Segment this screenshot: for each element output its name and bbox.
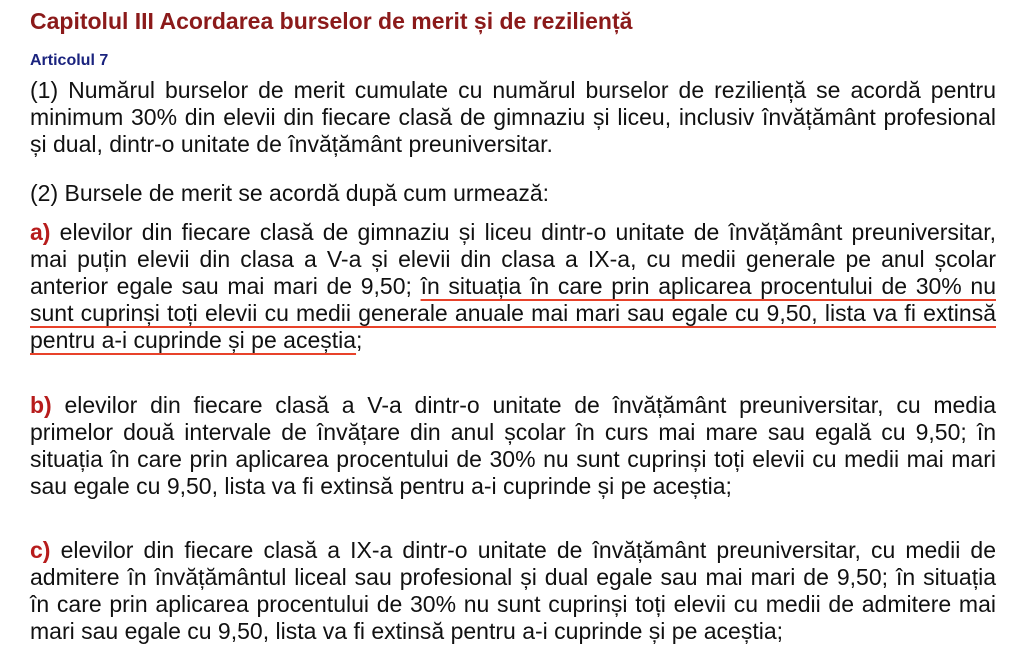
item-a-letter: a) xyxy=(30,219,51,245)
item-c-letter: c) xyxy=(30,537,51,563)
chapter-title: Capitolul III Acordarea burselor de merit și de reziliență xyxy=(30,8,633,34)
paragraph-2: (2) Bursele de merit se acordă după cum urmează: xyxy=(30,180,550,206)
item-b-letter: b) xyxy=(30,392,52,418)
item-b-text: elevilor din fiecare clasă a V-a dintr-o unitate de învățământ preuniversitar, cu media primelor două intervale de învățare din anul școlar în curs mai mare sau egală cu 9,50; în situația în care prin aplicarea procentului de 30% nu sunt cuprinși toți elevii cu medii mai mari sau egale cu 9,50, lista va fi extinsă pentru a-i cuprinde și pe aceștia; xyxy=(30,392,996,499)
item-a-end: ; xyxy=(356,327,363,353)
item-a-highlight: în situația în care prin aplicarea procentului de 30% nu sunt cuprinși toți elevii cu medii generale anuale mai mari sau egale cu 9,50, lista va fi extinsă pentru a-i cuprinde și pe aceștia xyxy=(30,273,996,353)
item-b xyxy=(30,392,996,500)
item-a xyxy=(30,219,996,354)
article-title: Articolul 7 xyxy=(30,52,109,69)
item-a-text: elevilor din fiecare clasă de gimnaziu și liceu dintr-o unitate de învățământ preuniversitar, mai puțin elevii din clasa a V-a și elevii din clasa a IX-a, cu medii generale pe anul școlar anterior egale sau mai mari de 9,50; xyxy=(30,219,996,299)
item-c-text: elevilor din fiecare clasă a IX-a dintr-o unitate de învățământ preuniversitar, cu medii de admitere în învățământul liceal sau profesional și dual egale sau mai mari de 9,50; în situația în care prin aplicarea procentului de 30% nu sunt cuprinși toți elevii cu medii de admitere mai mari sau egale cu 9,50, lista va fi extinsă pentru a-i cuprinde și pe aceștia; xyxy=(30,537,997,644)
item-c xyxy=(30,537,996,645)
paragraph-1: (1) Numărul burselor de merit cumulate cu numărul burselor de reziliență se acordă pentru minimum 30% din elevii din fiecare clasă de gimnaziu și liceu, inclusiv învățământ profesional și dual, dintr-o unitate de învățământ preuniversitar. xyxy=(30,77,996,157)
